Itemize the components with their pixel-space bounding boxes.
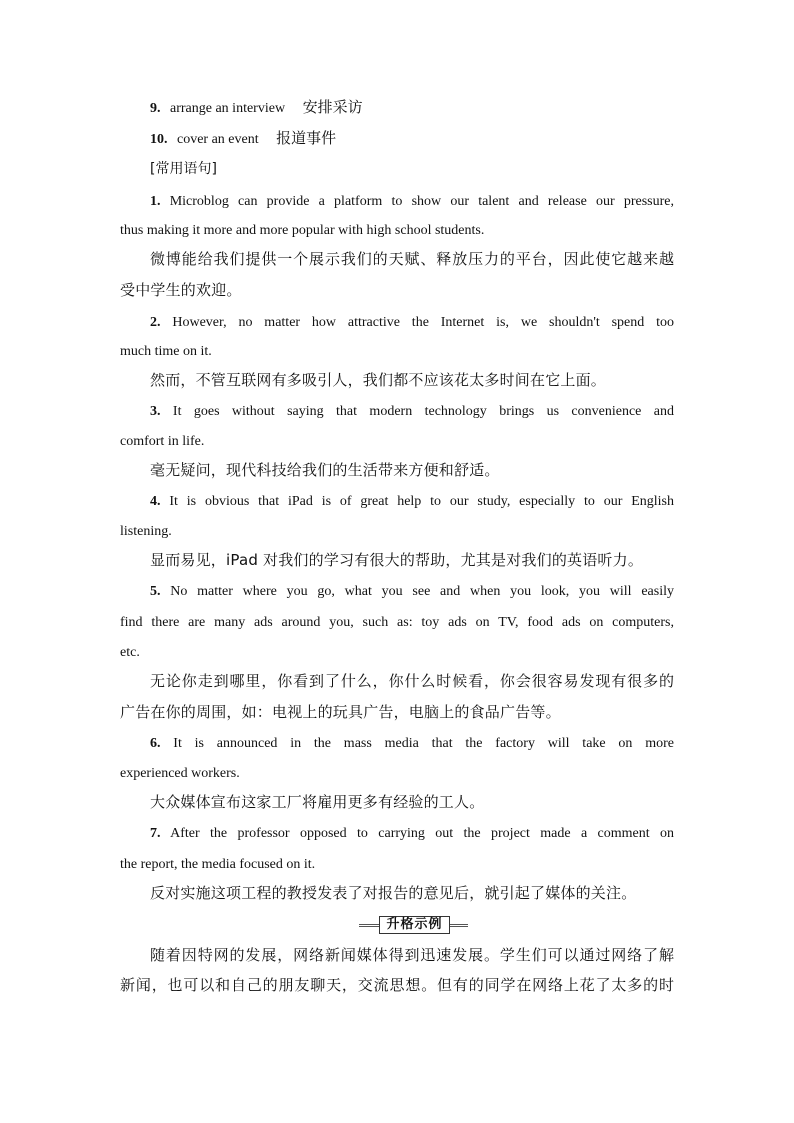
sentence-7-zh-line-1: 反对实施这项工程的教授发表了对报告的意见后，就引起了媒体的关注。 (150, 884, 637, 902)
sentence-6-zh-line-1: 大众媒体宣布这家工厂将雇用更多有经验的工人。 (150, 793, 485, 811)
sentence-text: No matter where you go, what you see and when you look, you will easily (170, 584, 674, 599)
sentence-7-en-line-2: the report, the media focused on it. (120, 857, 316, 872)
vocab-translation: 安排采访 (302, 98, 363, 116)
sentence-5-en-line-1 (150, 583, 674, 601)
sentence-text: It is announced in the mass media that the factory will take on more (173, 736, 674, 751)
vocab-item-9 (150, 98, 674, 118)
sentence-text: After the professor opposed to carrying out the project made a comment on (170, 826, 675, 841)
sentence-3-en-line-1 (150, 403, 674, 421)
sentence-text: However, no matter how attractive the Internet is, we shouldn't spend too (172, 315, 675, 330)
vocab-phrase: arrange an interview (170, 101, 286, 116)
sentence-5-zh-line-1: 无论你走到哪里，你看到了什么，你什么时候看，你会很容易发现有很多的 (150, 672, 674, 690)
sentence-1-en-line-2: thus making it more and more popular with high school students. (120, 223, 485, 238)
sentence-number: 2. (150, 315, 161, 330)
sentence-7-en-line-1 (150, 825, 674, 843)
sentence-4-en-line-2: listening. (120, 524, 172, 539)
sentence-6-en-line-1 (150, 735, 674, 753)
banner-label: 升格示例 (379, 916, 450, 934)
sentence-text: It is obvious that iPad is of great help to our study, especially to our English (169, 494, 675, 509)
sentence-5-zh-line-2: 广告在你的周围，如：电视上的玩具广告，电脑上的食品广告等。 (120, 703, 561, 721)
sentence-4-zh-line-1: 显而易见，iPad 对我们的学习有很大的帮助，尤其是对我们的英语听力。 (150, 551, 644, 569)
sentence-text: It goes without saying that modern technology brings us convenience and (172, 404, 675, 419)
sentence-number: 4. (150, 494, 161, 509)
sentence-3-zh-line-1: 毫无疑问，现代科技给我们的生活带来方便和舒适。 (150, 461, 500, 479)
vocab-number: 10. (150, 132, 168, 147)
sentence-text: Microblog can provide a platform to show our talent and release our pressure, (169, 194, 675, 209)
vocab-item-10 (150, 129, 674, 149)
sentence-number: 1. (150, 194, 161, 209)
section-label-common-sentences: [常用语句] (150, 161, 217, 177)
vocab-number: 9. (150, 101, 161, 116)
example-line-1: 随着因特网的发展，网络新闻媒体得到迅速发展。学生们可以通过网络了解 (150, 946, 674, 964)
sentence-1-zh-line-1: 微博能给我们提供一个展示我们的天赋、释放压力的平台，因此使它越来越 (150, 250, 674, 268)
sentence-3-en-line-2: comfort in life. (120, 434, 205, 449)
vocab-translation: 报道事件 (276, 129, 337, 147)
sentence-6-en-line-2: experienced workers. (120, 766, 240, 781)
sentence-number: 5. (150, 584, 161, 599)
sentence-2-zh-line-1: 然而，不管互联网有多吸引人，我们都不应该花太多时间在它上面。 (150, 371, 607, 389)
sentence-number: 6. (150, 736, 161, 751)
sentence-1-en-line-1 (150, 193, 674, 211)
sentence-number: 7. (150, 826, 161, 841)
example-upgrade-banner (359, 916, 468, 934)
sentence-number: 3. (150, 404, 161, 419)
example-line-2: 新闻，也可以和自己的朋友聊天，交流思想。但有的同学在网络上花了太多的时 (120, 976, 674, 994)
sentence-5-en-line-2: find there are many ads around you, such as: toy ads on TV, food ads on computers, (120, 615, 674, 630)
sentence-2-en-line-2: much time on it. (120, 344, 212, 359)
sentence-2-en-line-1 (150, 314, 674, 332)
sentence-4-en-line-1 (150, 493, 674, 511)
sentence-5-en-line-3: etc. (120, 645, 140, 660)
vocab-phrase: cover an event (177, 132, 259, 147)
sentence-1-zh-line-2: 受中学生的欢迎。 (120, 281, 242, 299)
